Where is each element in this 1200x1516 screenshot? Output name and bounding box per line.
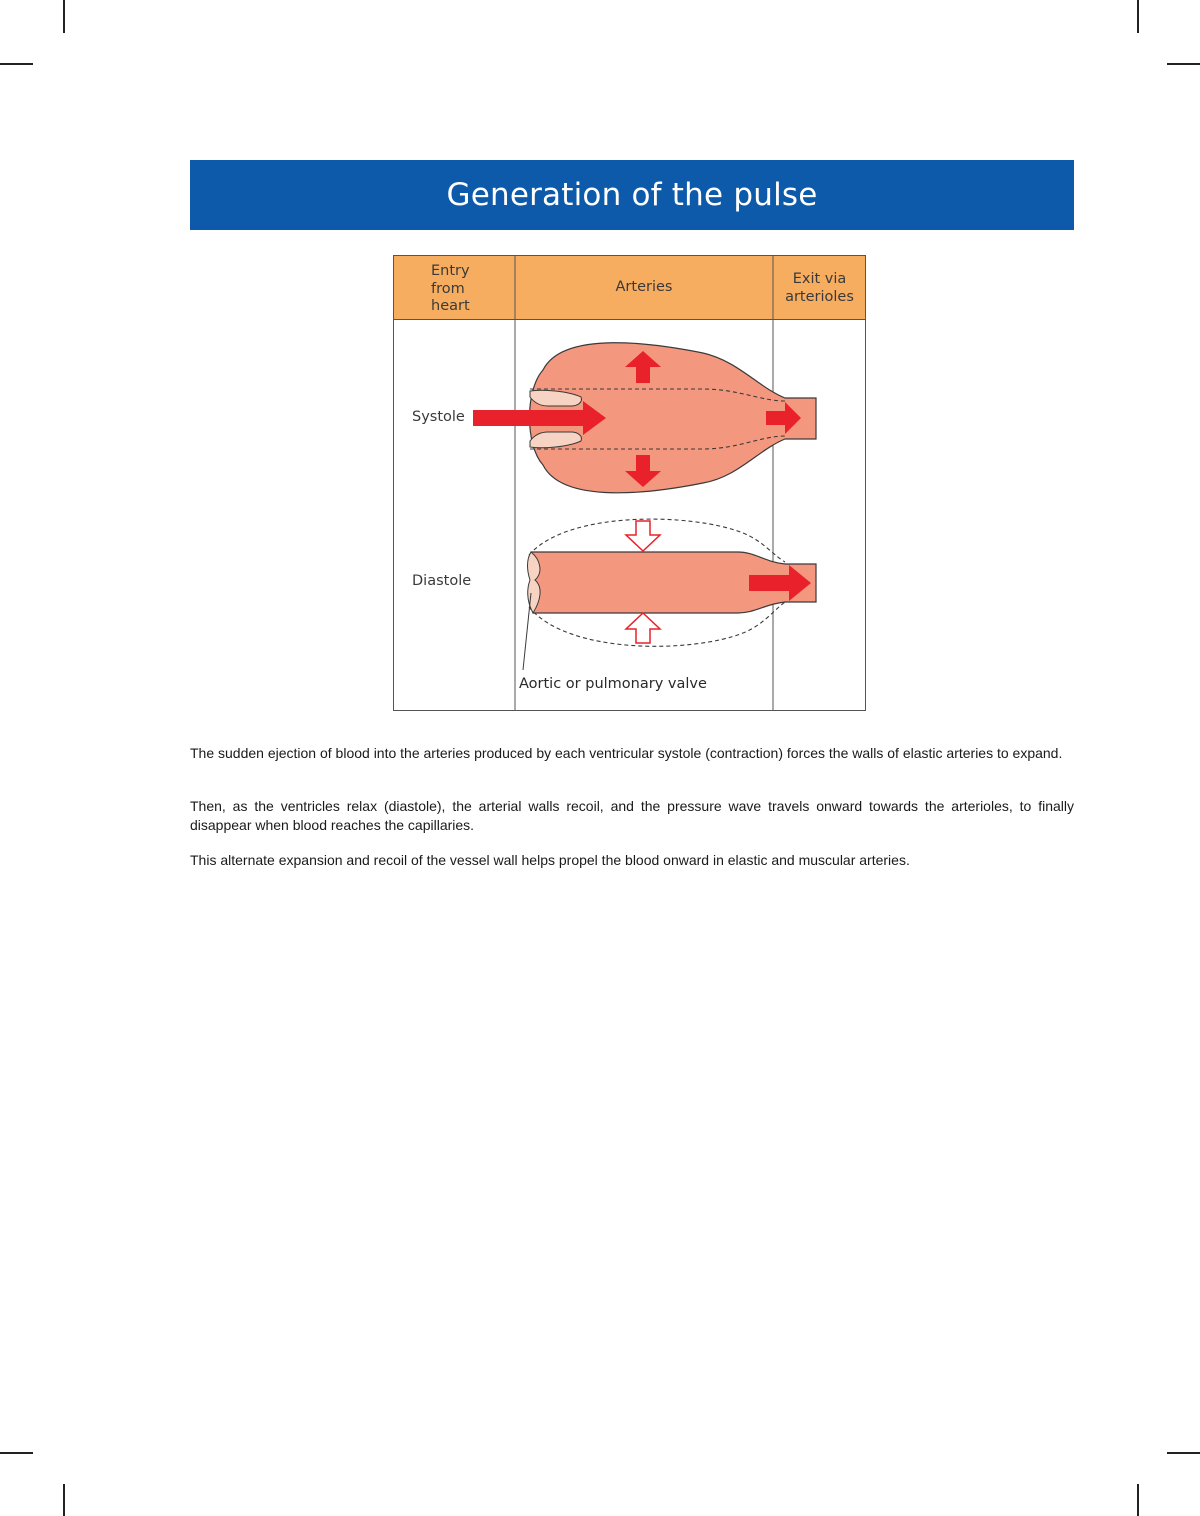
systole-label: Systole (412, 409, 465, 425)
arteries-header: Arteries (615, 279, 673, 295)
entry-header-line: Entry (431, 263, 470, 279)
entry-header-line: from (431, 280, 465, 297)
crop-mark (1137, 1484, 1139, 1516)
crop-mark (1167, 1452, 1200, 1454)
paragraph: The sudden ejection of blood into the arteries produced by each ventricular systole (contraction) forces the walls of elastic arteries to expand. (190, 745, 1063, 761)
exit-header-line: arterioles (785, 288, 854, 305)
page-title: Generation of the pulse (446, 177, 818, 213)
crop-mark (63, 0, 65, 33)
diastole-recoil-up-arrow (626, 613, 660, 643)
pulse-diagram-graphic (393, 255, 866, 711)
crop-mark (63, 1484, 65, 1516)
valve-leader-line (523, 593, 531, 670)
title-banner (190, 160, 1074, 230)
paragraph: Then, as the ventricles relax (diastole), the arterial walls recoil, and the pressure wave travels onward towards the arterioles, to finally disappear when blood reaches the capillaries. (190, 798, 1074, 833)
paragraph: This alternate expansion and recoil of the vessel wall helps propel the blood onward in elastic and muscular arteries. (190, 852, 910, 868)
entry-header (431, 263, 501, 316)
exit-header (773, 271, 866, 306)
crop-mark (0, 63, 33, 65)
entry-header-line: heart (431, 298, 470, 314)
diastole-recoil-down-arrow (626, 521, 660, 551)
crop-mark (1137, 0, 1139, 33)
exit-header-line: Exit via (792, 271, 847, 287)
crop-mark (0, 1452, 33, 1454)
valve-label: Aortic or pulmonary valve (519, 676, 707, 692)
crop-mark (1167, 63, 1200, 65)
pulse-diagram (393, 255, 866, 711)
diastole-label: Diastole (412, 573, 472, 589)
